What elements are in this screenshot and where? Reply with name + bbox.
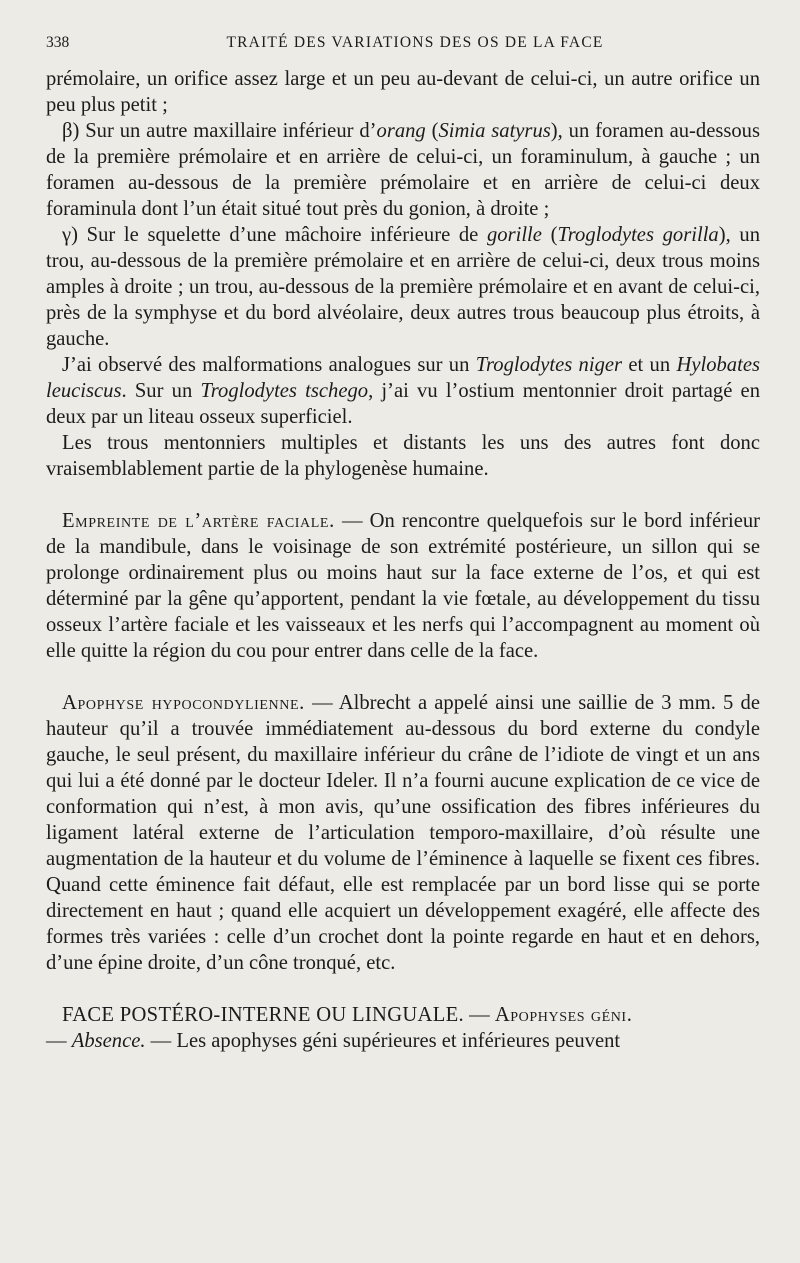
running-title: TRAITÉ DES VARIATIONS DES OS DE LA FACE bbox=[226, 34, 604, 51]
section-facial-artery bbox=[46, 508, 760, 664]
paragraph-continuation: prémolaire, un orifice assez large et un peu au-devant de celui-ci, un autre orifice un peu plus petit ; bbox=[46, 68, 760, 116]
section-heading: Apophyse hypocondylienne. bbox=[62, 692, 305, 714]
section-text: — Les apophyses géni supérieures et inférieures peuvent bbox=[145, 1030, 621, 1052]
section-heading: FACE POSTÉRO-INTERNE OU LINGUALE. bbox=[62, 1004, 464, 1026]
heading-dash: — bbox=[46, 1030, 72, 1052]
species-name: Troglodytes tschego bbox=[200, 380, 369, 402]
species-name: Simia satyrus bbox=[438, 120, 551, 142]
paragraph-beta-rest: ), un foramen au-dessous de la première prémolaire et en arrière de celui-ci, un foraminulum, à gauche ; un foramen au-dessous de la première prémolaire et en arrière de celui-ci deux foraminula dont l’un était situé tout près du gonion, à droite ; bbox=[46, 120, 760, 220]
paragraph-beta-lead: β) Sur un autre maxillaire inférieur d’ bbox=[62, 120, 377, 142]
species-name: Troglodytes gorilla bbox=[557, 224, 719, 246]
subsection-heading: Apophyses géni. bbox=[494, 1004, 633, 1026]
section-text: — Albrecht a appelé ainsi une saillie de 3 mm. 5 de hauteur qu’il a trouvée immédiatement au-dessous du bord externe du condyle gauche, le seul présent, du maxillaire inférieur du crâne de l’idiote de vingt et un ans qui lui a été donné par le docteur Ideler. Il n’a fourni aucune explication de ce vice de conformation qui n’est, à mon avis, qu’une ossification des fibres inférieures du ligament latéral externe de l’articulation temporo-maxillaire, d’où résulte une augmentation de la hauteur et du volume de l’éminence à laquelle se fixent ces fibres. Quand cette éminence fait défaut, elle est remplacée par un bord lisse qui se porte directement en haut ; quand elle acquiert un développement exagéré, elle affecte des formes très variées : celle d’un crochet dont la pointe regarde en haut et en dehors, d’une épine droite, d’un cône tronqué, etc. bbox=[46, 692, 760, 974]
paragraph-observations bbox=[46, 352, 760, 430]
paragraph-gamma-sep: ( bbox=[541, 224, 558, 246]
paragraph-gamma-rest: ), un trou, au-dessous de la première prémolaire et en arrière de celui-ci, deux trous moins amples à droite ; un trou, au-dessous de la première prémolaire et en avant de celui-ci, près de la symphyse et du bord alvéolaire, deux autres trous beaucoup plus étroits, à gauche. bbox=[46, 224, 760, 350]
paragraph-observations-rest: , j’ai vu l’ostium mentonnier droit partagé en deux par un liteau osseux superficiel. bbox=[46, 380, 760, 428]
species-name: Troglodytes niger bbox=[475, 354, 623, 376]
paragraph-phylogenesis: Les trous mentonniers multiples et distants les uns des autres font donc vraisemblablement partie de la phylogenèse humaine. bbox=[46, 432, 760, 480]
species-name: orang bbox=[376, 120, 426, 142]
paragraph-gamma bbox=[46, 222, 760, 352]
heading-dash: — bbox=[463, 1004, 495, 1026]
paragraph-observations-sep: et un bbox=[622, 354, 677, 376]
paragraph-observations-sep: . Sur un bbox=[121, 380, 201, 402]
section-heading: Empreinte de l’artère faciale. bbox=[62, 510, 335, 532]
running-header bbox=[46, 30, 760, 64]
paragraph-beta-sep: ( bbox=[425, 120, 439, 142]
page-number: 338 bbox=[46, 34, 70, 51]
section-hypocondylian bbox=[46, 690, 760, 976]
paragraph-observations-lead: J’ai observé des malformations analogues sur un bbox=[62, 354, 476, 376]
page-body bbox=[46, 66, 760, 1054]
section-text: — On rencontre quelquefois sur le bord inférieur de la mandibule, dans le voisinage de son extrémité postérieure, un sillon qui se prolonge ordinairement plus ou moins haut sur la face externe de l’os, et qui est déterminé par la gêne qu’apportent, pendant la vie fœtale, au développement du tissu osseux l’artère faciale et les vaisseaux et les nerfs qui l’accompagnent au moment où elle quitte la région du cou pour entrer dans celle de la face. bbox=[46, 510, 761, 662]
species-name: Hylobates leuciscus bbox=[46, 354, 760, 402]
species-name: gorille bbox=[487, 224, 542, 246]
paragraph-beta bbox=[46, 118, 760, 222]
paragraph-gamma-lead: γ) Sur le squelette d’une mâchoire inférieure de bbox=[62, 224, 487, 246]
subsubsection-heading: Absence. bbox=[71, 1030, 146, 1052]
section-lingual-face bbox=[46, 1002, 760, 1054]
